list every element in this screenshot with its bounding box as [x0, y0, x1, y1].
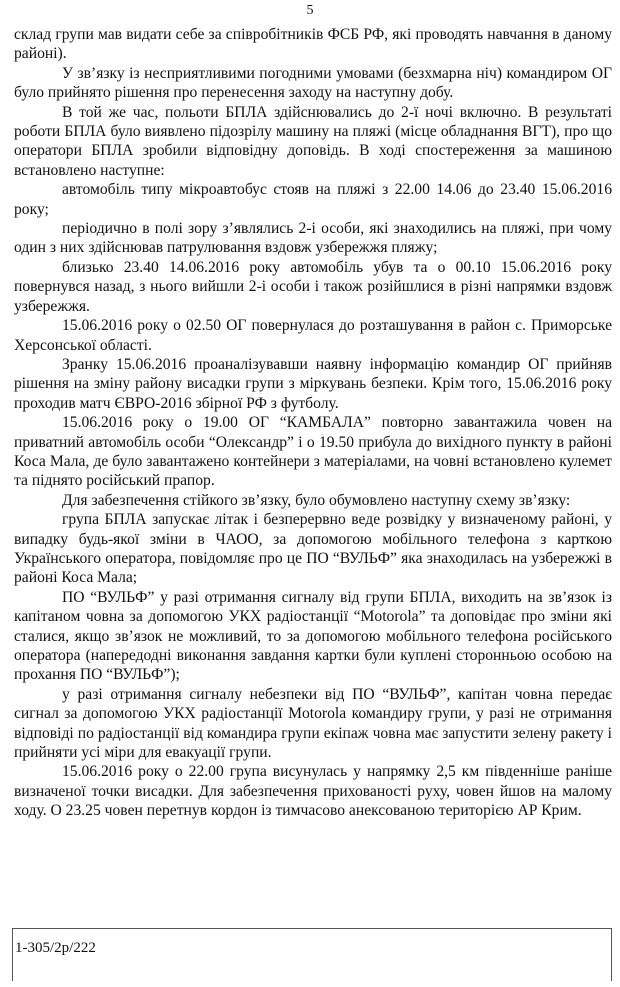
paragraph: 15.06.2016 року о 22.00 група висунулась у напрямку 2,5 км південніше раніше визначеної точки висадки. Для забезпечення прихованості руху, човен йшов на малому ходу. О 23.25 човен перетнув кордон із тимчасово анексованою територією АР Крим. — [14, 763, 612, 820]
document-body — [14, 25, 612, 821]
document-code: 1-305/2р/222 — [15, 940, 96, 956]
paragraph: 15.06.2016 року о 02.50 ОГ повернулася до розташування в район с. Приморське Херсонської області. — [14, 317, 612, 354]
paragraph: 15.06.2016 року о 19.00 ОГ “КАМБАЛА” повторно завантажила човен на приватний автомобіль особи “Олександр” і о 19.50 прибула до вихідного пункту в районі Коса Мала, де було завантажено контейнери з матеріалами, на човні встановлено кулемет та піднято російський прапор. — [14, 414, 612, 490]
paragraph: близько 23.40 14.06.2016 року автомобіль убув та о 00.10 15.06.2016 року повернувся назад, з нього вийшли 2-і особи і також розійшлися в різні напрямки вздовж узбережжя. — [14, 258, 612, 315]
paragraph: у разі отримання сигналу небезпеки від ПО “ВУЛЬФ”, капітан човна передає сигнал за допомогою УКХ радіостанції Motorola командиру групи, у разі не отримання відповіді по радіостанції від командира групи екіпаж човна має запустити зелену ракету і прийняти усі міри для евакуації групи. — [14, 685, 612, 762]
paragraph: Зранку 15.06.2016 проаналізувавши наявну інформацію командир ОГ прийняв рішення на зміну району висадки групи з міркувань безпеки. Крім того, 15.06.2016 року проходив матч ЄВРО-2016 збірної РФ з футболу. — [14, 355, 612, 412]
paragraph: Для забезпечення стійкого зв’язку, було обумовлено наступну схему зв’язку: — [62, 491, 571, 509]
paragraph: автомобіль типу мікроавтобус стояв на пляжі з 22.00 14.06 до 23.40 15.06.2016 року; — [14, 181, 612, 218]
page-number: 5 — [306, 3, 314, 18]
footer-box — [12, 928, 612, 981]
paragraph: В той же час, польоти БПЛА здійснювались до 2-ї ночі включно. В результаті роботи БПЛА було виявлено підозрілу машину на пляжі (місце обладнання ВГТ), про що оператори БПЛА зробили відповідну доповідь. В ході спостереження за машиною встановлено наступне: — [14, 103, 612, 179]
paragraph: періодично в полі зору з’являлись 2-і особи, які знаходились на пляжі, при чому один з них здійснював патрулювання вздовж узбережжя пляжу; — [14, 220, 612, 257]
paragraph: У зв’язку із несприятливими погодними умовами (безхмарна ніч) командиром ОГ було прийнято рішення про перенесення заходу на наступну добу. — [14, 64, 612, 102]
paragraph: група БПЛА запускає літак і безперервно веде розвідку у визначеному районі, у випадку будь-якої зміни в ЧАОО, за допомогою мобільного телефона з карткою Українського оператора, повідомляє про це ПО “ВУЛЬФ” яка знаходилась на узбережжі в районі Коса Мала; — [14, 511, 612, 587]
paragraph: ПО “ВУЛЬФ” у разі отримання сигналу від групи БПЛА, виходить на зв’язок із капітаном човна за допомогою УКХ радіостанції “Motorola” та доповідає про зміни які сталися, якщо зв’язок не можливий, то за допомогою мобільного телефона російського оператора (напередодні виконання завдання картки були куплені сторонньою особою на прохання ПО “ВУЛЬФ”); — [14, 588, 612, 684]
paragraph: склад групи мав видати себе за співробітників ФСБ РФ, які проводять навчання в даному районі). — [14, 26, 612, 63]
